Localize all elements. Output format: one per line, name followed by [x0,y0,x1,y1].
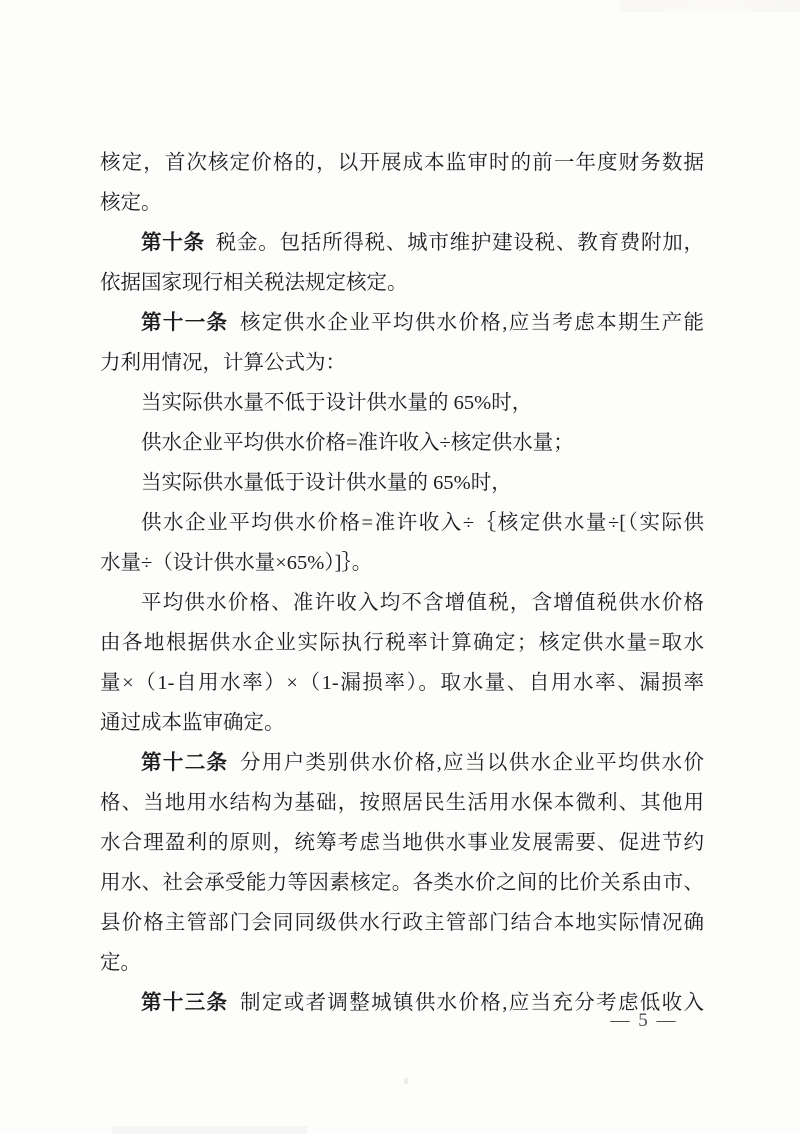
text-line: 核定，首次核定价格的，以开展成本监审时的前一年度财务数据 [100,152,704,174]
text-line: 供水企业平均供水价格=准许收入÷核定供水量； [141,432,574,454]
text-line: 力利用情况，计算公式为： [100,352,346,374]
text-line: 格、当地用水结构为基础，按照居民生活用水保本微利、其他用 [100,792,704,814]
article-number: 第十二条 [141,752,229,774]
text-line: 核定。 [100,192,162,214]
article-number: 第十条 [141,232,205,254]
text-line: 定。 [100,952,141,974]
article-line: 第十一条 核定供水企业平均供水价格,应当考虑本期生产能 [141,312,705,334]
text-line: 县价格主管部门会同同级供水行政主管部门结合本地实际情况确 [100,912,704,934]
text-line: 水合理盈利的原则，统筹考虑当地供水事业发展需要、促进节约 [100,832,704,854]
text-line: 量×（1-自用水率）×（1-漏损率）。取水量、自用水率、漏损率 [100,672,704,694]
text-line: 依据国家现行相关税法规定核定。 [100,272,408,294]
scan-artifact [112,1126,307,1134]
text-line: 由各地根据供水企业实际执行税率计算确定；核定供水量=取水 [100,632,704,654]
article-line: 第十三条 制定或者调整城镇供水价格,应当充分考虑低收入 [141,992,705,1014]
text-line: 通过成本监审确定。 [100,712,285,734]
article-line: 第十条 税金。包括所得税、城市维护建设税、教育费附加， [141,232,705,254]
text-line: 水量÷（设计供水量×65%）]｝。 [100,552,373,574]
document-body [100,143,704,1023]
article-number: 第十一条 [141,312,229,334]
text-line: 当实际供水量低于设计供水量的 65%时， [141,472,512,494]
page-number: — 5 — [610,1010,678,1031]
text-line: 平均供水价格、准许收入均不含增值税，含增值税供水价格 [141,592,704,614]
scan-artifact [620,0,800,12]
article-line: 第十二条 分用户类别供水价格,应当以供水企业平均供水价 [141,752,705,774]
scan-artifact [404,1078,408,1084]
text-line: 供水企业平均供水价格=准许收入÷｛核定供水量÷[（实际供 [141,512,704,534]
article-number: 第十三条 [141,992,229,1014]
text-line: 当实际供水量不低于设计供水量的 65%时， [141,392,533,414]
text-line: 用水、社会承受能力等因素核定。各类水价之间的比价关系由市、 [100,872,704,894]
